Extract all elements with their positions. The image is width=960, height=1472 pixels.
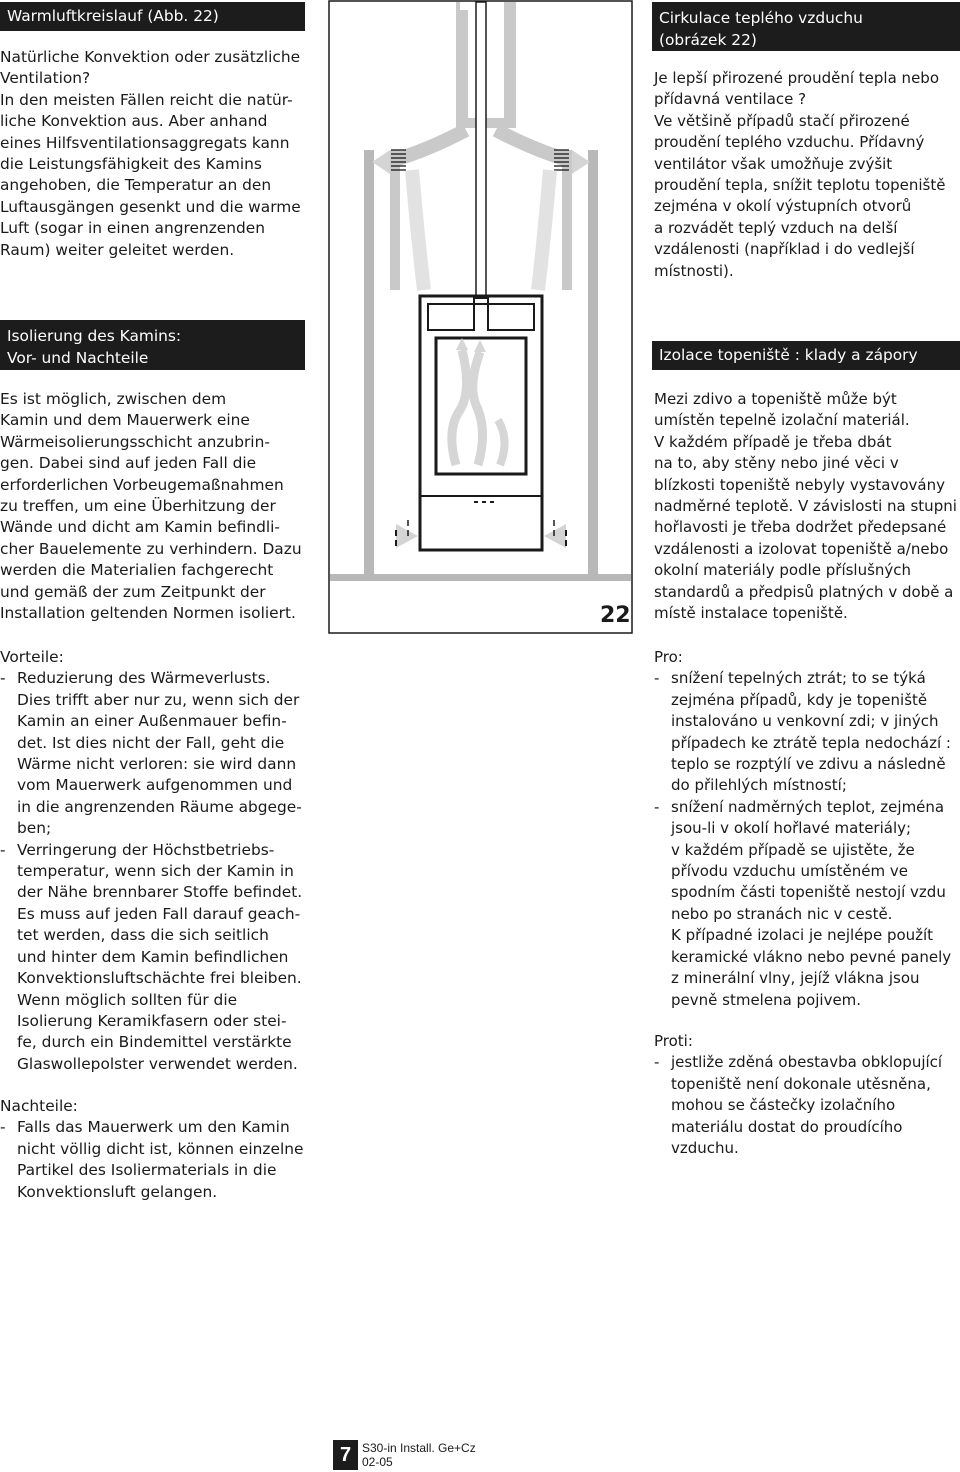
list-pro <box>654 647 960 1011</box>
label-vorteile: Vorteile: <box>0 648 64 666</box>
document-info <box>362 1440 476 1470</box>
heading-cirkulace-line2: (obrázek 22) <box>659 31 757 49</box>
document-date: 02-05 <box>362 1455 393 1469</box>
list-nachteile <box>0 1096 320 1203</box>
list-vorteile <box>0 647 320 1075</box>
label-proti: Proti: <box>654 1032 693 1050</box>
page-number: 7 <box>333 1440 358 1470</box>
heading-isolierung-line1: Isolierung des Kamins: <box>7 327 182 345</box>
paragraph-warmluftkreislauf: Natürliche Konvektion oder zusätzliche Ventilation? In den meisten Fällen reicht die natür- liche Konvektion aus. Aber anhand eines Hilfsventilationsaggregats kann die Leistungsfähigkeit des Kamins angehoben, die Temperatur an den Luftausgängen gesenkt und die warme Luft (sogar in einen angrenzenden Raum) weiter geleitet werden. <box>0 48 301 259</box>
heading-izolace: Izolace topeniště : klady a zápory <box>652 341 960 370</box>
figure-number: 22 <box>600 603 631 628</box>
paragraph-cirkulace: Je lepší přirozené proudění tepla nebo přídavná ventilace ? Ve většině případů stačí přirozené proudění teplého vzduchu. Přídavný ventilátor však umožňuje zvýšit proudění tepla, snížit teplotu topeniště zejména v okolí výstupních otvorů a rozvádět teplý vzduch na delší vzdálenosti (například i do vedlejší místnosti). <box>654 69 946 280</box>
document-code: S30-in Install. Ge+Cz <box>362 1441 476 1455</box>
list-item: - jestliže zděná obestavba obklopující topeniště není dokonale utěsněna, mohou se částečky izolačního materiálu dostat do proudícího vzduchu. <box>654 1052 960 1159</box>
fireplace-convection-diagram <box>328 0 633 634</box>
list-item: - Reduzierung des Wärmeverlusts. Dies trifft aber nur zu, wenn sich der Kamin an einer Außenmauer befin- det. Ist dies nicht der Fall, geht die Wärme nicht verloren: sie wird dann vom Mauerwerk aufgenommen und in die angrenzenden Räume abgege- ben; <box>0 668 320 839</box>
paragraph-izolace: Mezi zdivo a topeniště může být umístěn tepelně izolační materiál. V každém případě je třeba dbát na to, aby stěny nebo jiné věci v blízkosti topeniště nebyly vystavovány nadměrné teplotě. V závislosti na stupni hořlavosti je třeba dodržet předepsané vzdálenosti a izolovat topeniště a/nebo okolní materiály podle příslušných standardů a předpisů platných v době a místě instalace topeniště. <box>654 390 957 623</box>
list-item: - snížení nadměrných teplot, zejména jsou-li v okolí hořlavé materiály; v každém případě se ujistěte, že přívodu vzduchu umístěném ve spodním části topeniště nestojí vzdu nebo po stranách nic v cestě. K případné izolaci je nejlépe použít keramické vlákno nebo pevné panely z minerální vlny, jejíž vlákna jsou pevně stmelena pojivem. <box>654 797 960 1011</box>
page-footer <box>333 1440 476 1470</box>
list-proti <box>654 1031 960 1159</box>
heading-warmluftkreislauf: Warmluftkreislauf (Abb. 22) <box>0 2 305 31</box>
paragraph-isolierung: Es ist möglich, zwischen dem Kamin und dem Mauerwerk eine Wärmeisolierungsschicht anzubrin- gen. Dabei sind auf jeden Fall die erforderlichen Vorbeugemaßnahmen zu treffen, um eine Überhitzung der Wände und dicht am Kamin befindli- cher Bauelemente zu verhindern. Dazu werden die Materialien fachgerecht und gemäß der zum Zeitpunkt der Installation geltenden Normen isoliert. <box>0 390 302 623</box>
heading-isolierung <box>0 320 305 370</box>
heading-cirkulace-line1: Cirkulace teplého vzduchu <box>659 9 863 27</box>
heading-isolierung-line2: Vor- und Nachteile <box>7 349 149 367</box>
list-item: - Verringerung der Höchstbetriebs- temperatur, wenn sich der Kamin in der Nähe brennbarer Stoffe befindet. Es muss auf jeden Fall darauf geach- tet werden, dass die sich seitlich und hinter dem Kamin befindlichen Konvektionsluftschächte frei bleiben. Wenn möglich sollten für die Isolierung Keramikfasern oder stei- fe, durch ein Bindemittel verstärkte Glaswollepolster verwendet werden. <box>0 840 320 1075</box>
label-nachteile: Nachteile: <box>0 1097 78 1115</box>
label-pro: Pro: <box>654 648 683 666</box>
list-item: - snížení tepelných ztrát; to se týká zejména případů, kdy je topeniště instalováno u venkovní zdi; v jiných případech ke ztrátě tepla nedochází : teplo se rozptýlí ve zdivu a následně do přilehlých místností; <box>654 668 960 796</box>
list-item: - Falls das Mauerwerk um den Kamin nicht völlig dicht ist, können einzelne Partikel des Isoliermaterials in die Konvektionsluft gelangen. <box>0 1117 320 1203</box>
heading-cirkulace <box>652 2 960 51</box>
